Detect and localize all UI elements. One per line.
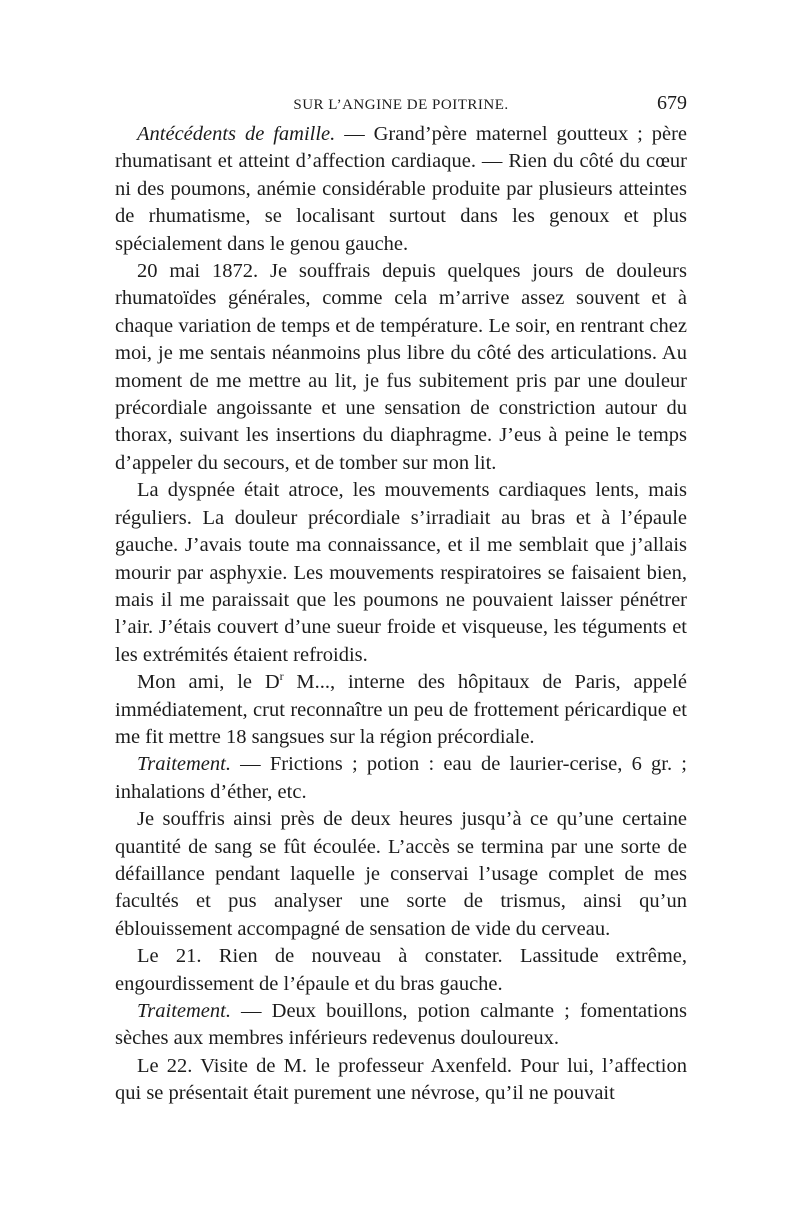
paragraph-doctor (115, 669, 687, 751)
running-head (115, 90, 687, 117)
running-title: SUR L’ANGINE DE POITRINE. (293, 97, 509, 113)
paragraph-two-hours (115, 806, 687, 943)
paragraph-day-22 (115, 1053, 687, 1108)
paragraph-lead: Traitement. (137, 753, 231, 776)
paragraph-may-20 (115, 258, 687, 477)
paragraph-text-start: Mon ami, le D (137, 671, 280, 694)
paragraph-day-21 (115, 943, 687, 998)
paragraph-text: Le 22. Visite de M. le professeur Axenfeld. Pour lui, l’affection qui se présentait était purement une névrose, qu’il ne pouvait (115, 1054, 687, 1105)
superscript: r (279, 669, 284, 684)
paragraph-treatment-2 (115, 998, 687, 1053)
paragraph-text: — Grand’père maternel goutteux ; père rhumatisant et atteint d’affection cardiaque. — Rien du côté du cœur ni des poumons, anémie considérable produite par plusieurs atteintes de rhumatisme, se localisant surtout dans les genoux et plus spécialement dans le genou gauche. (115, 123, 687, 255)
paragraph-text: M..., interne des hôpitaux de Paris, appelé immédiatement, crut reconnaître un peu de frottement péricardique et me fit mettre 18 sangsues sur la région précordiale. (115, 671, 687, 748)
page-number: 679 (657, 92, 687, 114)
paragraph-text: — Frictions ; potion : eau de laurier-cerise, 6 gr. ; inhalations d’éther, etc. (115, 753, 687, 803)
paragraph-treatment-1 (115, 751, 687, 806)
paragraph-text: Le 21. Rien de nouveau à constater. Lassitude extrême, engourdissement de l’épaule et du bras gauche. (115, 945, 687, 995)
paragraph-family-history (115, 121, 687, 258)
paragraph-text: — Deux bouillons, potion calmante ; fomentations sèches aux membres inférieurs redevenus douloureux. (115, 1000, 687, 1050)
paragraph-text: Je souffris ainsi près de deux heures jusqu’à ce qu’une certaine quantité de sang se fût écoulée. L’accès se termina par une sorte de défaillance pendant laquelle je conservai l’usage complet de mes facultés et pus analyser une sorte de trismus, ainsi qu’un éblouissement accompagné de sensation de vide du cerveau. (115, 808, 687, 940)
paragraph-lead: Traitement. (137, 1000, 231, 1022)
paragraph-text: 20 mai 1872. Je souffrais depuis quelques jours de douleurs rhumatoïdes générales, comme cela m’arrive assez souvent et à chaque variation de temps et de température. Le soir, en rentrant chez moi, je me sentais néanmoins plus libre du côté des articulations. Au moment de me mettre au lit, je fus subitement pris par une douleur précordiale angoissante et une sensation de constriction autour du thorax, suivant les insertions du diaphragme. J’eus à peine le temps d’appeler du secours, et de tomber sur mon lit. (115, 260, 687, 474)
paragraph-text: La dyspnée était atroce, les mouvements cardiaques lents, mais réguliers. La douleur précordiale s’irradiait au bras et à l’épaule gauche. J’avais toute ma connaissance, et il me semblait que j’allais mourir par asphyxie. Les mouvements respiratoires se faisaient bien, mais il me paraissait que les poumons ne pouvaient laisser pénétrer l’air. J’étais couvert d’une sueur froide et visqueuse, les téguments et les extrémités étaient refroidis. (115, 479, 687, 666)
paragraph-dyspnea (115, 477, 687, 669)
paragraph-lead: Antécédents de famille. (137, 123, 336, 145)
book-page (115, 90, 687, 1108)
